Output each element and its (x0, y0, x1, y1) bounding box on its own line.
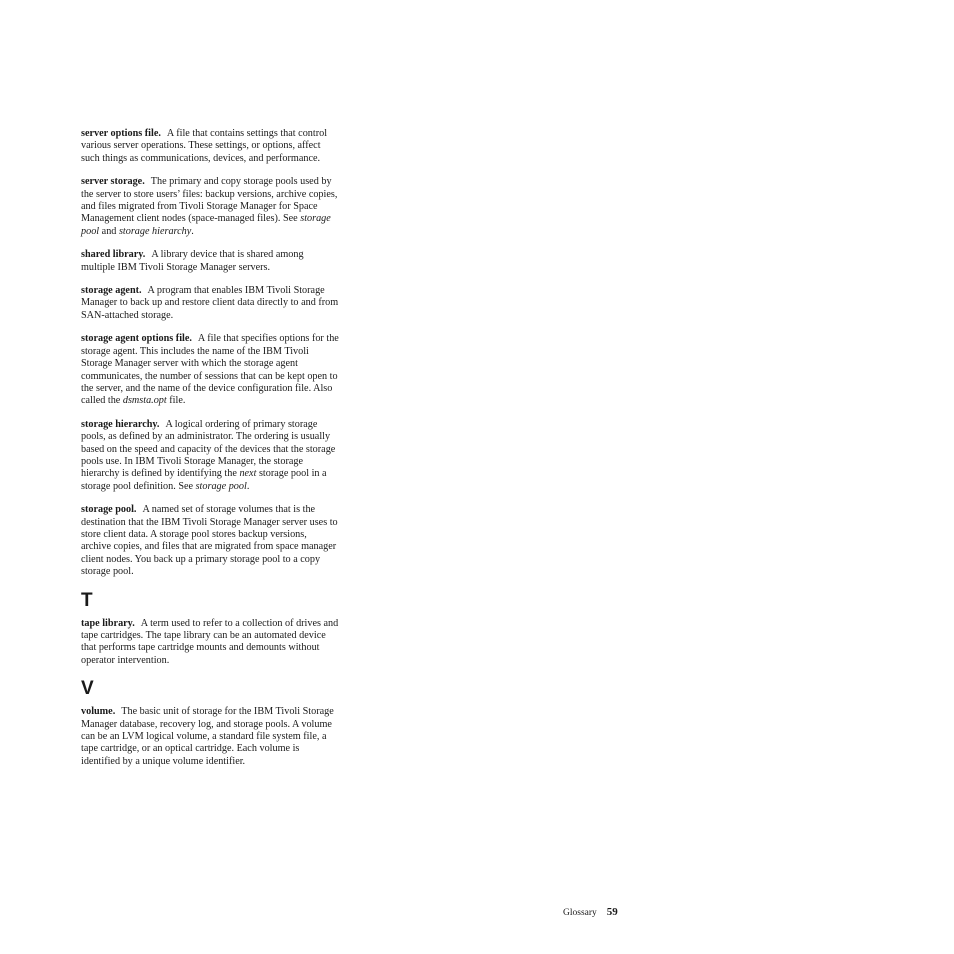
page-number: 59 (606, 906, 618, 918)
glossary-column (81, 128, 339, 779)
footer-section-name: Glossary (563, 908, 597, 918)
page-footer (563, 902, 618, 920)
glossary-entry-storage-agent-options-file: storage agent options file. A file that specifies options for the storage agent. This includes the name of the IBM Tivoli Storage Manager server with which the storage agent communicates, the number of sessions that can be kept open to the server, and the name of the device configuration file. Also called the dsmsta.opt file. (81, 333, 339, 407)
section-letter-t: T (81, 589, 93, 611)
cross-reference: storage hierarchy (118, 225, 192, 237)
glossary-entry-volume: volume. The basic unit of storage for the IBM Tivoli Storage Manager database, recovery log, and storage pools. A volume can be an LVM logical volume, a standard file system file, a tape cartridge, or an optical cartridge. Each volume is identified by a unique volume identifier. (81, 706, 334, 767)
glossary-entry-tape-library: tape library. A term used to refer to a collection of drives and tape cartridges. The tape library can be an automated device that performs tape cartridge mounts and demounts without operator intervention. (81, 617, 339, 666)
glossary-entry-server-storage: server storage. The primary and copy storage pools used by the server to store users’ files: backup versions, archive copies, and files migrated from Tivoli Storage Manager for Space Management client nodes (space-managed files). See storage pool and storage hierarchy. (81, 176, 338, 237)
glossary-entry-storage-pool: storage pool. A named set of storage volumes that is the destination that the IBM Tivoli Storage Manager server uses to store client data. A storage pool stores backup versions, archive copies, and files that are migrated from space manager client nodes. You back up a primary storage pool to a copy storage pool. (81, 504, 338, 578)
emphasis: next (239, 468, 257, 480)
cross-reference: storage pool (195, 480, 247, 492)
glossary-entry-storage-hierarchy: storage hierarchy. A logical ordering of primary storage pools, as defined by an administrator. The ordering is usually based on the speed and capacity of the devices that the storage pools use. In IBM Tivoli Storage Manager, the storage hierarchy is defined by identifying the next storage pool in a storage pool definition. See storage pool. (81, 418, 336, 492)
glossary-entry-server-options-file: server options file. A file that contains settings that control various server operations. These settings, or options, affect such things as communications, devices, and performance. (81, 128, 328, 164)
file-name: dsmsta.opt (122, 395, 167, 407)
glossary-entry-storage-agent: storage agent. A program that enables IBM Tivoli Storage Manager to back up and restore client data directly to and from SAN-attached storage. (81, 285, 339, 321)
section-letter-v: V (81, 678, 94, 700)
glossary-entry-shared-library: shared library. A library device that is shared among multiple IBM Tivoli Storage Manager servers. (81, 249, 304, 273)
cross-reference: storage pool (81, 213, 331, 237)
